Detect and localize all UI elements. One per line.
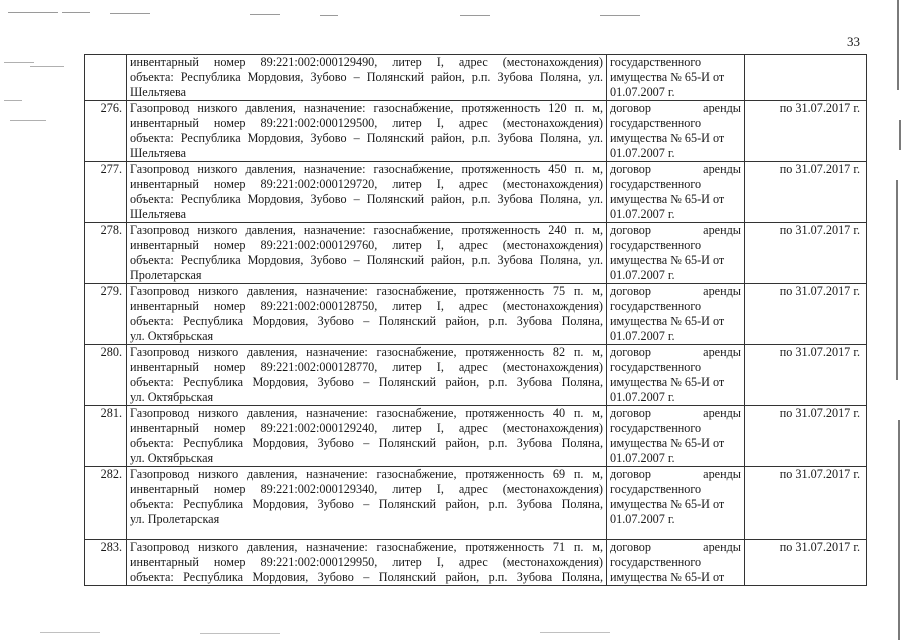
lease-term: по 31.07.2017 г. <box>745 406 867 467</box>
property-table-body <box>85 55 867 586</box>
row-number <box>85 55 127 101</box>
legal-basis-line: договор аренды <box>610 284 741 298</box>
description-line: ул. Октябрьская <box>130 451 214 465</box>
description-line: Газопровод низкого давления, назначение: газоснабжение, протяженность 40 п. м, <box>130 406 603 420</box>
lease-term: по 31.07.2017 г. <box>745 223 867 284</box>
row-number: 278. <box>85 223 127 284</box>
description-line: ул. Октябрьская <box>130 329 214 343</box>
scan-artifact-right-edge <box>891 0 905 640</box>
description-line: Газопровод низкого давления, назначение: газоснабжение, протяженность 450 п. м, <box>130 162 603 176</box>
table-row <box>85 345 867 406</box>
description-line: Газопровод низкого давления, назначение: газоснабжение, протяженность 240 п. м, <box>130 223 603 237</box>
table-row <box>85 223 867 284</box>
object-description <box>127 284 607 345</box>
row-number: 283. <box>85 540 127 586</box>
lease-term: по 31.07.2017 г. <box>745 467 867 540</box>
object-description <box>127 345 607 406</box>
lease-term: по 31.07.2017 г. <box>745 162 867 223</box>
description-line: объекта: Республика Мордовия, Зубово – Полянский район, р.п. Зубова Поляна, ул. <box>130 131 603 145</box>
page-number: 33 <box>847 34 860 49</box>
description-line: Газопровод низкого давления, назначение: газоснабжение, протяженность 71 п. м, <box>130 540 603 554</box>
description-line: ул. Пролетарская <box>130 512 220 526</box>
description-line: Шельтяева <box>130 146 187 160</box>
legal-basis <box>607 101 745 162</box>
legal-basis-line: договор аренды <box>610 467 741 481</box>
lease-term: по 31.07.2017 г. <box>745 540 867 586</box>
legal-basis-line: имущества № 65-И от <box>610 70 725 84</box>
description-line: Пролетарская <box>130 268 202 282</box>
legal-basis <box>607 467 745 540</box>
object-description <box>127 101 607 162</box>
scan-artifact-bottom <box>0 630 905 636</box>
row-number: 276. <box>85 101 127 162</box>
description-line: Газопровод низкого давления, назначение: газоснабжение, протяженность 82 п. м, <box>130 345 603 359</box>
legal-basis <box>607 223 745 284</box>
description-line: объекта: Республика Мордовия, Зубово – Полянский район, р.п. Зубова Поляна, <box>130 497 603 511</box>
description-line: объекта: Республика Мордовия, Зубово – Полянский район, р.п. Зубова Поляна, ул. <box>130 70 603 84</box>
legal-basis-line: 01.07.2007 г. <box>610 512 675 526</box>
description-line: объекта: Республика Мордовия, Зубово – Полянский район, р.п. Зубова Поляна, ул. <box>130 192 603 206</box>
table-row <box>85 55 867 101</box>
legal-basis-line: договор аренды <box>610 162 741 176</box>
property-table <box>84 54 867 586</box>
description-line: Шельтяева <box>130 85 187 99</box>
legal-basis-line: договор аренды <box>610 345 741 359</box>
description-line: инвентарный номер 89:221:002:000129240, литер I, адрес (местонахождения) <box>130 421 603 435</box>
description-line: инвентарный номер 89:221:002:000129340, литер I, адрес (местонахождения) <box>130 482 603 496</box>
table-row <box>85 540 867 586</box>
scan-artifact-top <box>0 10 905 18</box>
legal-basis-line: 01.07.2007 г. <box>610 451 675 465</box>
legal-basis-line: государственного <box>610 299 702 313</box>
table-row <box>85 467 867 540</box>
legal-basis-line: договор аренды <box>610 540 741 554</box>
object-description <box>127 223 607 284</box>
description-line: объекта: Республика Мордовия, Зубово – Полянский район, р.п. Зубова Поляна, <box>130 375 603 389</box>
legal-basis-line: 01.07.2007 г. <box>610 207 675 221</box>
lease-term: по 31.07.2017 г. <box>745 345 867 406</box>
row-number: 280. <box>85 345 127 406</box>
description-line: инвентарный номер 89:221:002:000129760, литер I, адрес (местонахождения) <box>130 238 603 252</box>
legal-basis-line: государственного <box>610 55 702 69</box>
legal-basis-line: государственного <box>610 116 702 130</box>
legal-basis-line: государственного <box>610 360 702 374</box>
object-description <box>127 406 607 467</box>
legal-basis-line: государственного <box>610 482 702 496</box>
description-line: Газопровод низкого давления, назначение: газоснабжение, протяженность 120 п. м, <box>130 101 603 115</box>
legal-basis-line: государственного <box>610 421 702 435</box>
legal-basis-line: имущества № 65-И от <box>610 192 725 206</box>
object-description <box>127 467 607 540</box>
description-line: инвентарный номер 89:221:002:000129720, литер I, адрес (местонахождения) <box>130 177 603 191</box>
legal-basis <box>607 345 745 406</box>
legal-basis <box>607 162 745 223</box>
legal-basis-line: 01.07.2007 г. <box>610 85 675 99</box>
lease-term: по 31.07.2017 г. <box>745 284 867 345</box>
row-number: 282. <box>85 467 127 540</box>
scan-artifact-left <box>0 60 70 140</box>
object-description <box>127 162 607 223</box>
description-line: Газопровод низкого давления, назначение: газоснабжение, протяженность 75 п. м, <box>130 284 603 298</box>
legal-basis <box>607 406 745 467</box>
description-line: объекта: Республика Мордовия, Зубово – Полянский район, р.п. Зубова Поляна, ул. <box>130 253 603 267</box>
description-line: объекта: Республика Мордовия, Зубово – Полянский район, р.п. Зубова Поляна, <box>130 314 603 328</box>
legal-basis-line: государственного <box>610 238 702 252</box>
lease-term <box>745 55 867 101</box>
legal-basis-line: договор аренды <box>610 406 741 420</box>
description-line: инвентарный номер 89:221:002:000128750, литер I, адрес (местонахождения) <box>130 299 603 313</box>
table-row <box>85 101 867 162</box>
description-line: объекта: Республика Мордовия, Зубово – Полянский район, р.п. Зубова Поляна, <box>130 436 603 450</box>
legal-basis <box>607 540 745 586</box>
lease-term: по 31.07.2017 г. <box>745 101 867 162</box>
legal-basis-line: имущества № 65-И от <box>610 253 725 267</box>
legal-basis-line: имущества № 65-И от <box>610 497 725 511</box>
table-row <box>85 406 867 467</box>
legal-basis-line: государственного <box>610 555 702 569</box>
legal-basis-line: договор аренды <box>610 223 741 237</box>
description-line: инвентарный номер 89:221:002:000129950, литер I, адрес (местонахождения) <box>130 555 603 569</box>
description-line: инвентарный номер 89:221:002:000129490, литер I, адрес (местонахождения) <box>130 55 603 69</box>
row-number: 279. <box>85 284 127 345</box>
description-line: инвентарный номер 89:221:002:000129500, литер I, адрес (местонахождения) <box>130 116 603 130</box>
description-line: ул. Октябрьская <box>130 390 214 404</box>
legal-basis <box>607 284 745 345</box>
table-row <box>85 162 867 223</box>
description-line: Шельтяева <box>130 207 187 221</box>
object-description <box>127 55 607 101</box>
object-description <box>127 540 607 586</box>
description-line: объекта: Республика Мордовия, Зубово – Полянский район, р.п. Зубова Поляна, <box>130 570 603 584</box>
row-number: 277. <box>85 162 127 223</box>
legal-basis-line: имущества № 65-И от <box>610 436 725 450</box>
legal-basis-line: имущества № 65-И от <box>610 314 725 328</box>
legal-basis-line: имущества № 65-И от <box>610 570 725 584</box>
description-line: инвентарный номер 89:221:002:000128770, литер I, адрес (местонахождения) <box>130 360 603 374</box>
legal-basis-line: 01.07.2007 г. <box>610 146 675 160</box>
legal-basis-line: договор аренды <box>610 101 741 115</box>
table-row <box>85 284 867 345</box>
legal-basis-line: имущества № 65-И от <box>610 375 725 389</box>
legal-basis-line: имущества № 65-И от <box>610 131 725 145</box>
legal-basis-line: 01.07.2007 г. <box>610 390 675 404</box>
row-number: 281. <box>85 406 127 467</box>
description-line: Газопровод низкого давления, назначение: газоснабжение, протяженность 69 п. м, <box>130 467 603 481</box>
legal-basis-line: 01.07.2007 г. <box>610 329 675 343</box>
legal-basis <box>607 55 745 101</box>
legal-basis-line: 01.07.2007 г. <box>610 268 675 282</box>
legal-basis-line: государственного <box>610 177 702 191</box>
